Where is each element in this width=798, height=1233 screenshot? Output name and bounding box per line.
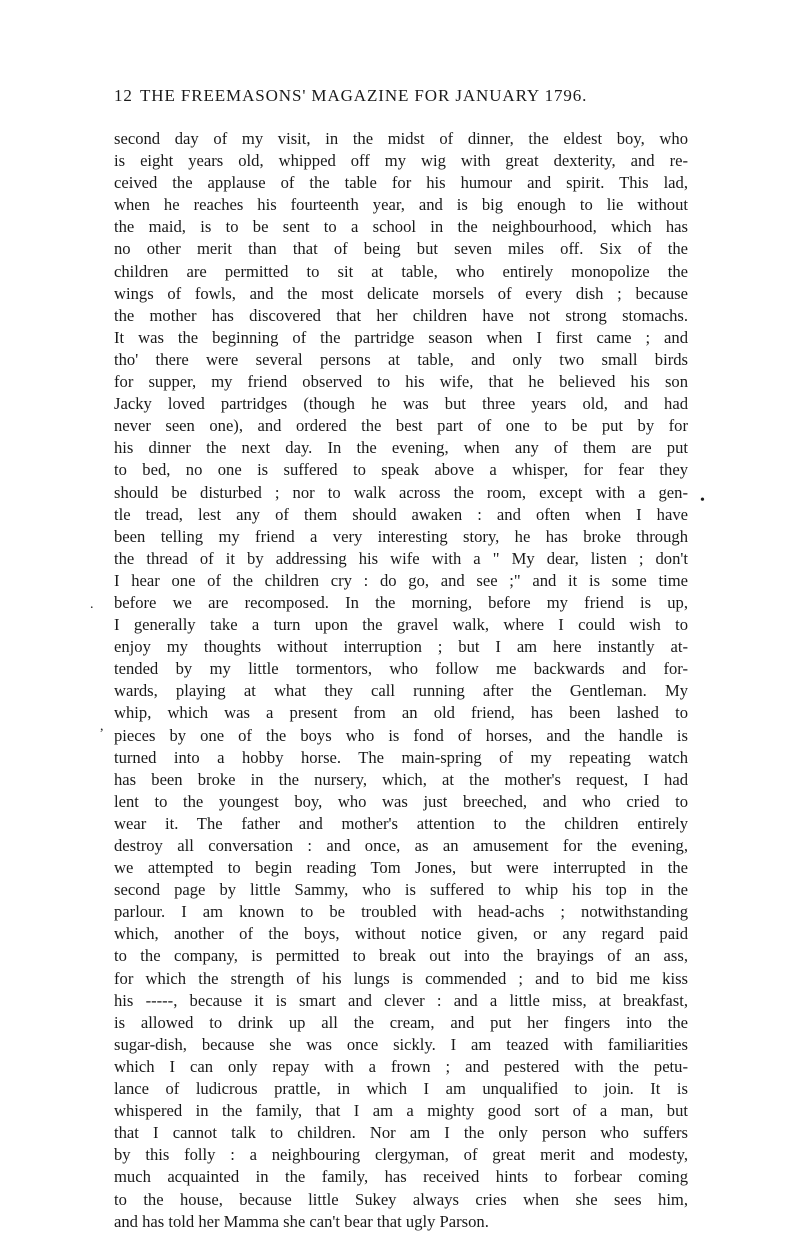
text-line: that I cannot talk to children. Nor am I the only person who suffers bbox=[114, 1123, 688, 1143]
text-line: whispered in the family, that I am a mighty good sort of a man, but bbox=[114, 1101, 688, 1121]
text-line: his dinner the next day. In the evening, when any of them are put bbox=[114, 438, 688, 458]
text-line: destroy all conversation : and once, as an amusement for the evening, bbox=[114, 836, 688, 855]
text-line: tle tread, lest any of them should awaken : and often when I have bbox=[114, 504, 688, 524]
running-title: THE FREEMASONS' MAGAZINE FOR JANUARY 1796. bbox=[140, 86, 588, 105]
text-line: which, another of the boys, without notice given, or any regard paid bbox=[114, 924, 688, 944]
text-line: It was the beginning of the partridge season when I first came ; and bbox=[114, 327, 688, 347]
text-line: Jacky loved partridges (though he was but three years old, and had bbox=[114, 394, 688, 414]
text-line: second page by little Sammy, who is suffered to whip his top in the bbox=[114, 880, 688, 900]
text-line: the maid, is to be sent to a school in the neighbourhood, which has bbox=[114, 217, 688, 237]
text-line: has been broke in the nursery, which, at the mother's request, I had bbox=[114, 769, 688, 789]
margin-mark: • bbox=[700, 493, 705, 508]
margin-mark: . bbox=[90, 597, 94, 612]
text-line: when he reaches his fourteenth year, and is big enough to lie without bbox=[114, 195, 688, 215]
text-line: no other merit than that of being but seven miles off. Six of the bbox=[114, 239, 688, 259]
text-line: to bed, no one is suffered to speak above a whisper, for fear they bbox=[114, 460, 688, 480]
text-line: is allowed to drink up all the cream, and put her fingers into the bbox=[114, 1012, 688, 1032]
text-line: I hear one of the children cry : do go, and see ;" and it is some time bbox=[114, 570, 688, 590]
text-line: wards, playing at what they call running after the Gentleman. My bbox=[114, 681, 688, 701]
margin-mark: , bbox=[100, 719, 104, 734]
text-line: I generally take a turn upon the gravel walk, where I could wish to bbox=[114, 615, 688, 635]
text-line: wear it. The father and mother's attention to the children entirely bbox=[114, 813, 688, 833]
text-line: for supper, my friend observed to his wife, that he believed his son bbox=[114, 372, 688, 392]
running-head bbox=[114, 86, 674, 110]
text-line: whip, which was a present from an old friend, has been lashed to bbox=[114, 703, 688, 723]
text-line: lent to the youngest boy, who was just breeched, and who cried to bbox=[114, 791, 688, 811]
text-line: for which the strength of his lungs is commended ; and to bid me kiss bbox=[114, 968, 688, 988]
text-line: much acquainted in the family, has received hints to forbear coming bbox=[114, 1167, 688, 1187]
text-line: turned into a hobby horse. The main-spring of my repeating watch bbox=[114, 747, 688, 767]
text-line: lance of ludicrous prattle, in which I am unqualified to join. It is bbox=[114, 1079, 688, 1099]
text-line: the mother has discovered that her children have not strong stomachs. bbox=[114, 305, 688, 325]
text-line: his -----, because it is smart and clever : and a little miss, at breakfast, bbox=[114, 990, 688, 1010]
text-line: second day of my visit, in the midst of dinner, the eldest boy, who bbox=[114, 129, 688, 148]
text-line: never seen one), and ordered the best part of one to be put by for bbox=[114, 416, 688, 436]
text-line: tended by my little tormentors, who follow me backwards and for- bbox=[114, 659, 688, 679]
page-number: 12 bbox=[114, 86, 133, 105]
text-line: parlour. I am known to be troubled with head-achs ; notwithstanding bbox=[114, 902, 688, 922]
text-line: tho' there were several persons at table, and only two small birds bbox=[114, 349, 688, 369]
text-line: before we are recomposed. In the morning, before my friend is up, bbox=[114, 592, 688, 612]
text-line: wings of fowls, and the most delicate morsels of every dish ; because bbox=[114, 283, 688, 303]
text-line: is eight years old, whipped off my wig with great dexterity, and re- bbox=[114, 151, 688, 171]
text-line: pieces by one of the boys who is fond of horses, and the handle is bbox=[114, 725, 688, 745]
article-body bbox=[114, 128, 688, 1233]
text-line: been telling my friend a very interesting story, he has broke through bbox=[114, 526, 688, 546]
text-line: to the company, is permitted to break out into the brayings of an ass, bbox=[114, 946, 688, 966]
text-line: the thread of it by addressing his wife with a " My dear, listen ; don't bbox=[114, 548, 688, 568]
text-line: ceived the applause of the table for his humour and spirit. This lad, bbox=[114, 173, 688, 193]
text-line: by this folly : a neighbouring clergyman, of great merit and modesty, bbox=[114, 1145, 688, 1165]
text-line: and has told her Mamma she can't bear that ugly Parson. bbox=[114, 1211, 489, 1231]
text-line: enjoy my thoughts without interruption ; but I am here instantly at- bbox=[114, 637, 688, 657]
text-line: sugar-dish, because she was once sickly. I am teazed with familiarities bbox=[114, 1034, 688, 1054]
text-line: to the house, because little Sukey always cries when she sees him, bbox=[114, 1189, 688, 1209]
text-line: children are permitted to sit at table, who entirely monopolize the bbox=[114, 261, 688, 281]
text-line: which I can only repay with a frown ; and pestered with the petu- bbox=[114, 1056, 688, 1076]
text-line: should be disturbed ; nor to walk across the room, except with a gen- bbox=[114, 482, 688, 502]
text-line: we attempted to begin reading Tom Jones, but were interrupted in the bbox=[114, 858, 688, 878]
